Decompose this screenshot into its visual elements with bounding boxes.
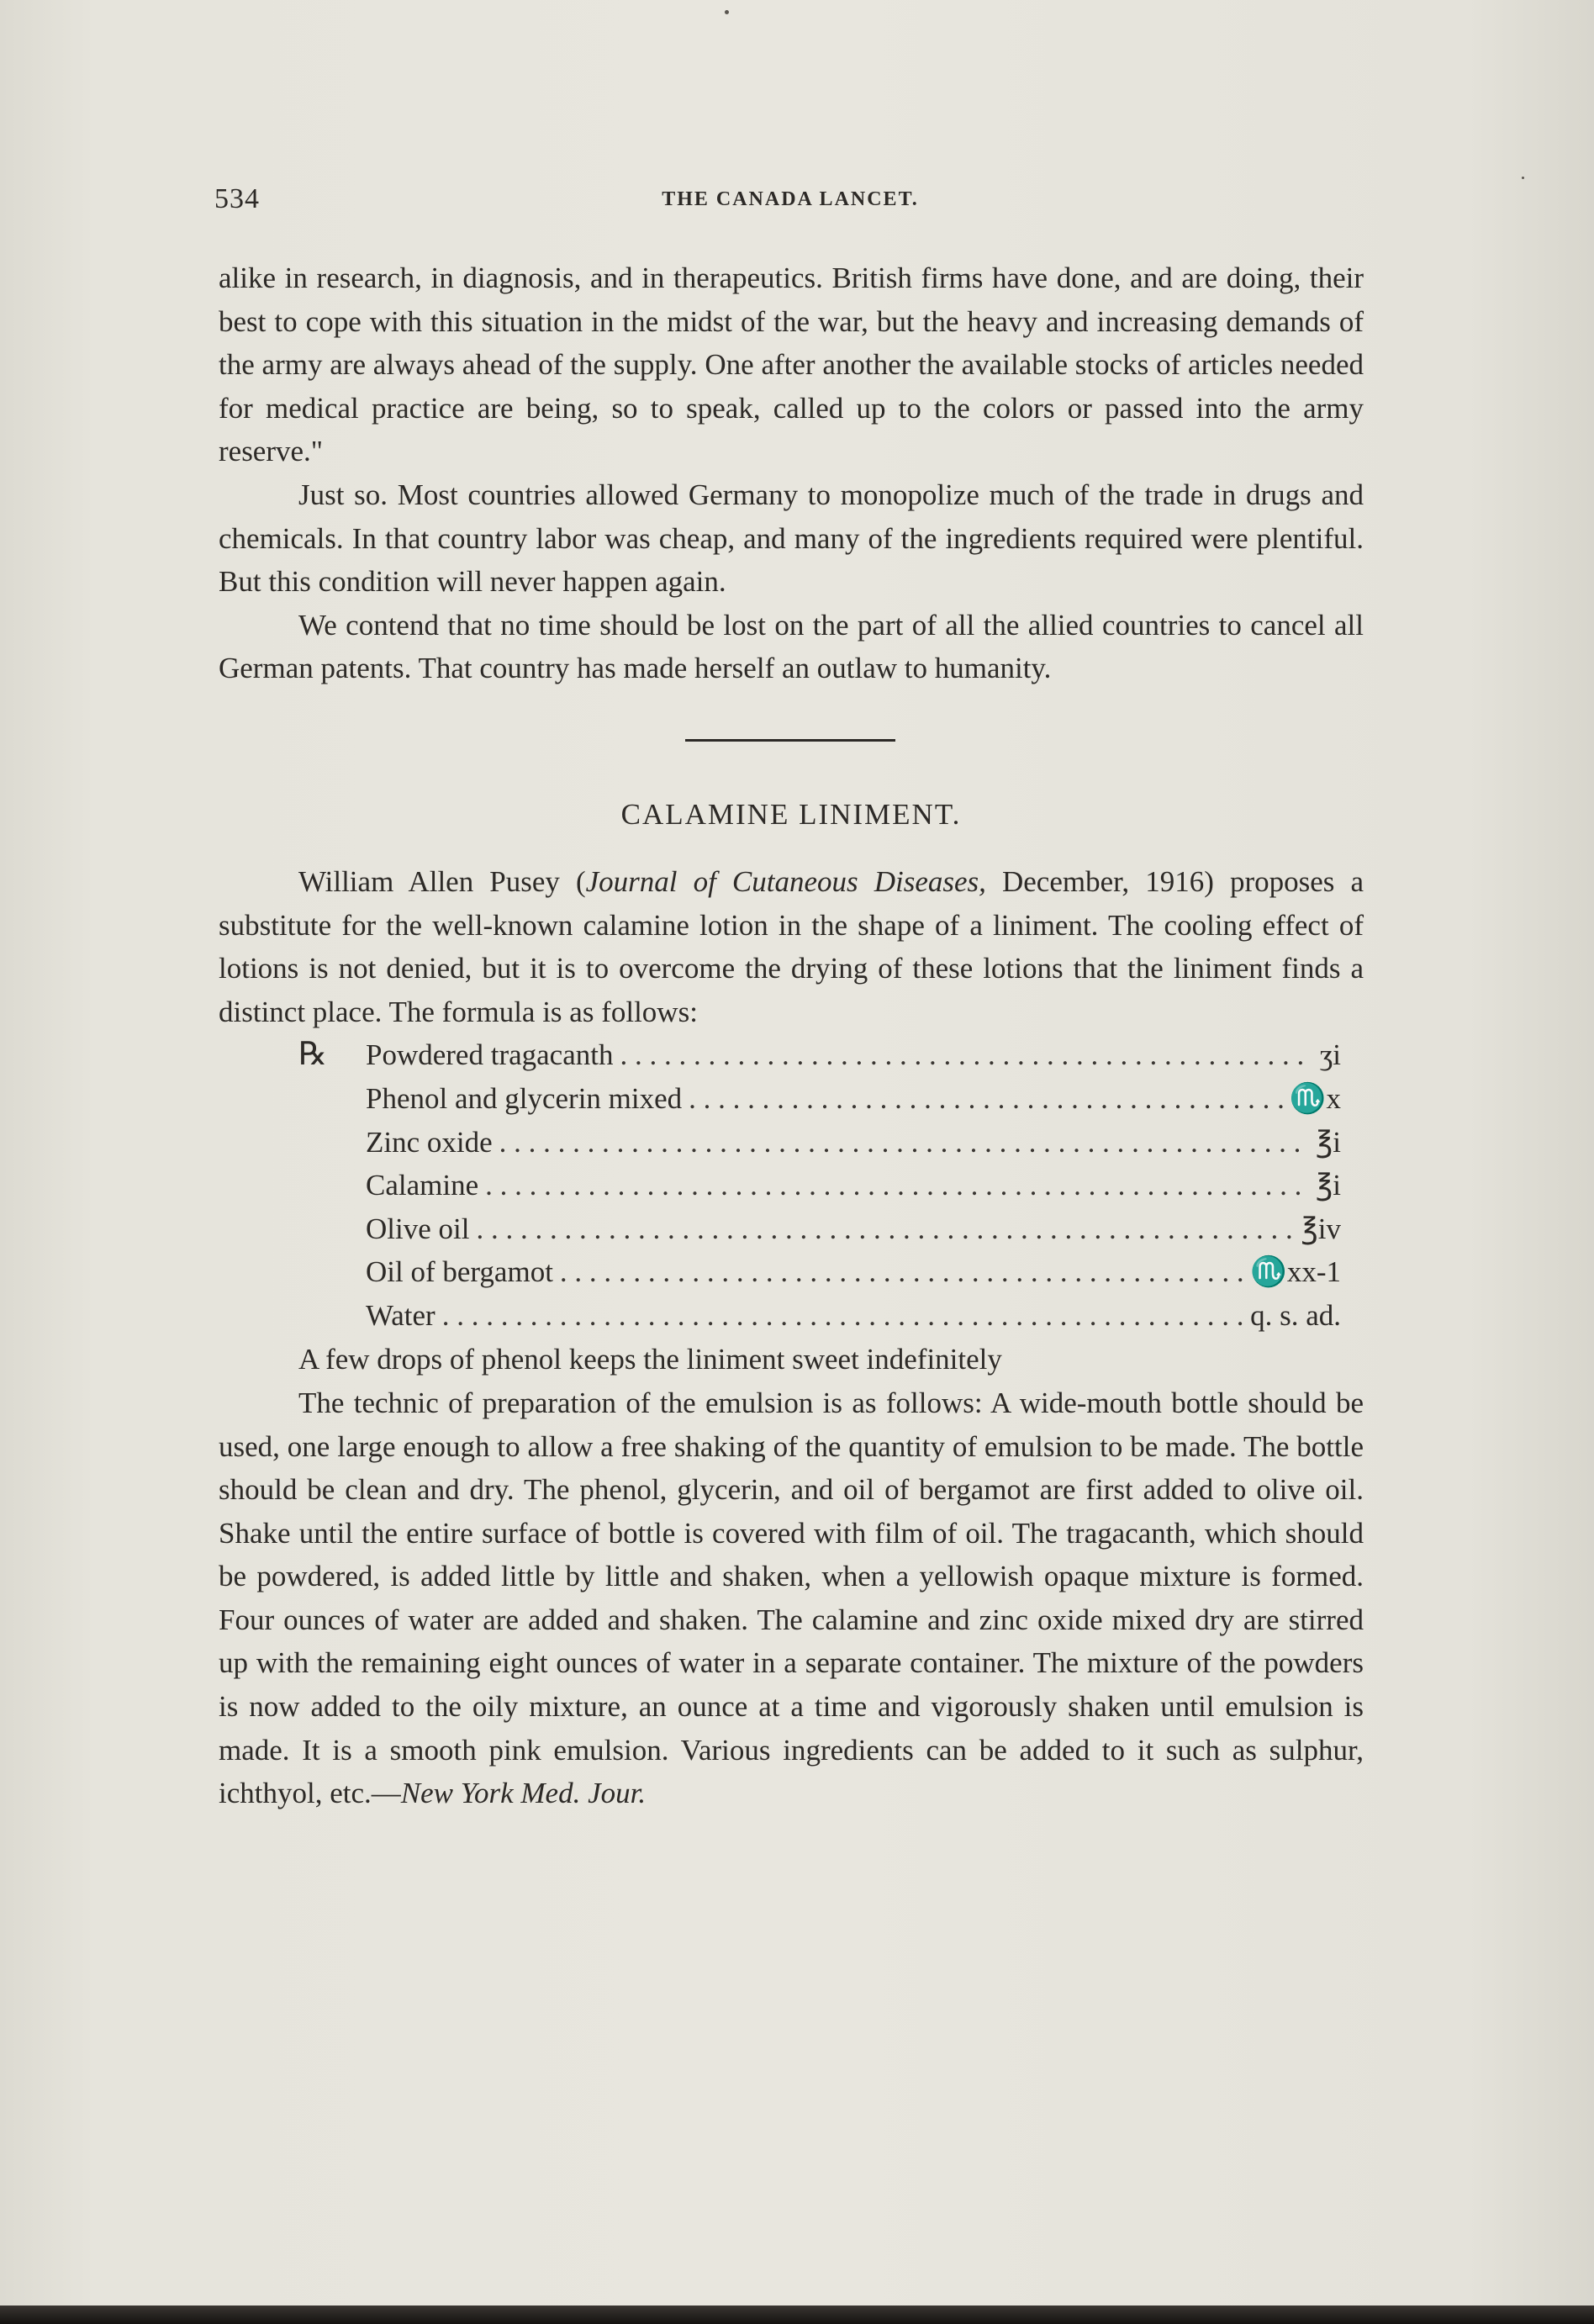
- ingredient-quantity: ℥i: [1316, 1125, 1341, 1159]
- page-number: 534: [214, 183, 260, 214]
- journal-title: Journal of Cutaneous Diseases,: [585, 864, 986, 898]
- section-divider: [219, 690, 1364, 790]
- section-title: CALAMINE LINIMENT.: [620, 797, 962, 831]
- ingredient-name: Olive oil: [366, 1212, 470, 1245]
- ingredient-row: [366, 1250, 1341, 1294]
- ingredient-row: [366, 1077, 1341, 1121]
- print-speck: [1522, 177, 1524, 179]
- ingredient-row: [366, 1207, 1341, 1251]
- prescription-formula: [219, 1033, 1364, 1338]
- ingredient-name: Calamine: [366, 1169, 479, 1202]
- divider-rule: [685, 739, 895, 742]
- ingredient-name: Zinc oxide: [366, 1125, 493, 1159]
- ingredient-quantity: ♏x: [1289, 1081, 1341, 1115]
- ingredient-name: Water: [366, 1298, 435, 1332]
- dot-leader: [560, 1250, 1243, 1294]
- ingredient-quantity: ʒi: [1319, 1038, 1341, 1072]
- article-body: [219, 256, 1364, 1815]
- ingredient-quantity: ℥i: [1316, 1169, 1341, 1202]
- dot-leader: [476, 1207, 1294, 1251]
- dot-leader: [689, 1077, 1283, 1121]
- paragraph-phenol-note: A few drops of phenol keeps the liniment sweet indefinitely: [298, 1343, 1002, 1376]
- ingredient-row: [366, 1033, 1341, 1077]
- page-header: [214, 183, 1366, 225]
- ingredient-row: [366, 1164, 1341, 1207]
- intro-text-end: December, 1916) proposes a substitute for the well-known calamine lotion in the shape of a liniment. The cooling effect of lotions is not denied, but it is to overcome the drying of these lotions that the liniment finds a distinct place. The formula is as follows:: [219, 864, 1364, 1028]
- ingredient-row: [366, 1294, 1341, 1338]
- ingredient-quantity: ℥iv: [1301, 1212, 1341, 1245]
- dot-leader: [442, 1294, 1243, 1338]
- paragraph-continued-quote: alike in research, in diagnosis, and in therapeutics. British firms have done, and are doing, their best to cope with this situation in the midst of the war, but the heavy and increasing demands of the army are always ahead of the supply. One after another the available stocks of articles needed for medical practice are being, so to speak, called up to the colors or passed into the army reserve.": [219, 261, 1364, 468]
- source-citation: New York Med. Jour.: [400, 1777, 647, 1810]
- ingredient-name: Phenol and glycerin mixed: [366, 1081, 683, 1115]
- ingredient-name: Powdered tragacanth: [366, 1038, 614, 1072]
- ingredient-name: Oil of bergamot: [366, 1255, 553, 1289]
- dot-leader: [485, 1164, 1309, 1207]
- paragraph-germany-monopoly: Just so. Most countries allowed Germany to monopolize much of the trade in drugs and chemicals. In that country labor was cheap, and many of the ingredients required were plentiful. But this condition will never happen again.: [219, 478, 1364, 599]
- paragraph-intro: [219, 860, 1364, 1033]
- paragraph-technic: [219, 1381, 1364, 1815]
- intro-text-start: William Allen Pusey (: [298, 864, 586, 898]
- recipe-symbol: ℞: [298, 1037, 328, 1073]
- page-bottom-edge: [0, 2306, 1594, 2324]
- print-speck: [725, 10, 729, 14]
- technic-text: The technic of preparation of the emulsion is as follows: A wide-mouth bottle should be used, one large enough to allow a free shaking of the quantity of emulsion to be made. The bottle should be clean and dry. The phenol, glycerin, and oil of bergamot are first added to olive oil. Shake until the entire surface of bottle is covered with film of oil. The tragacanth, which should be powdered, is added little by little and shaken, when a yellowish opaque mixture is formed. Four ounces of water are added and shaken. The calamine and zinc oxide mixed dry are stirred up with the remaining eight ounces of water in a separate container. The mixture of the powders is now added to the oily mixture, an ounce at a time and vigorously shaken until emulsion is made. It is a smooth pink emulsion. Various ingredients can be added to it such as sulphur, ichthyol, etc.—: [219, 1386, 1364, 1810]
- paragraph-cancel-patents: We contend that no time should be lost on the part of all the allied countries to cancel all German patents. That country has made herself an outlaw to humanity.: [219, 608, 1364, 685]
- ingredient-list: [366, 1033, 1341, 1337]
- ingredient-quantity: q. s. ad.: [1250, 1298, 1341, 1332]
- ingredient-row: [366, 1121, 1341, 1165]
- dot-leader: [620, 1033, 1312, 1077]
- running-title: THE CANADA LANCET.: [662, 188, 919, 210]
- dot-leader: [499, 1121, 1309, 1165]
- ingredient-quantity: ♏xx-1: [1250, 1255, 1341, 1289]
